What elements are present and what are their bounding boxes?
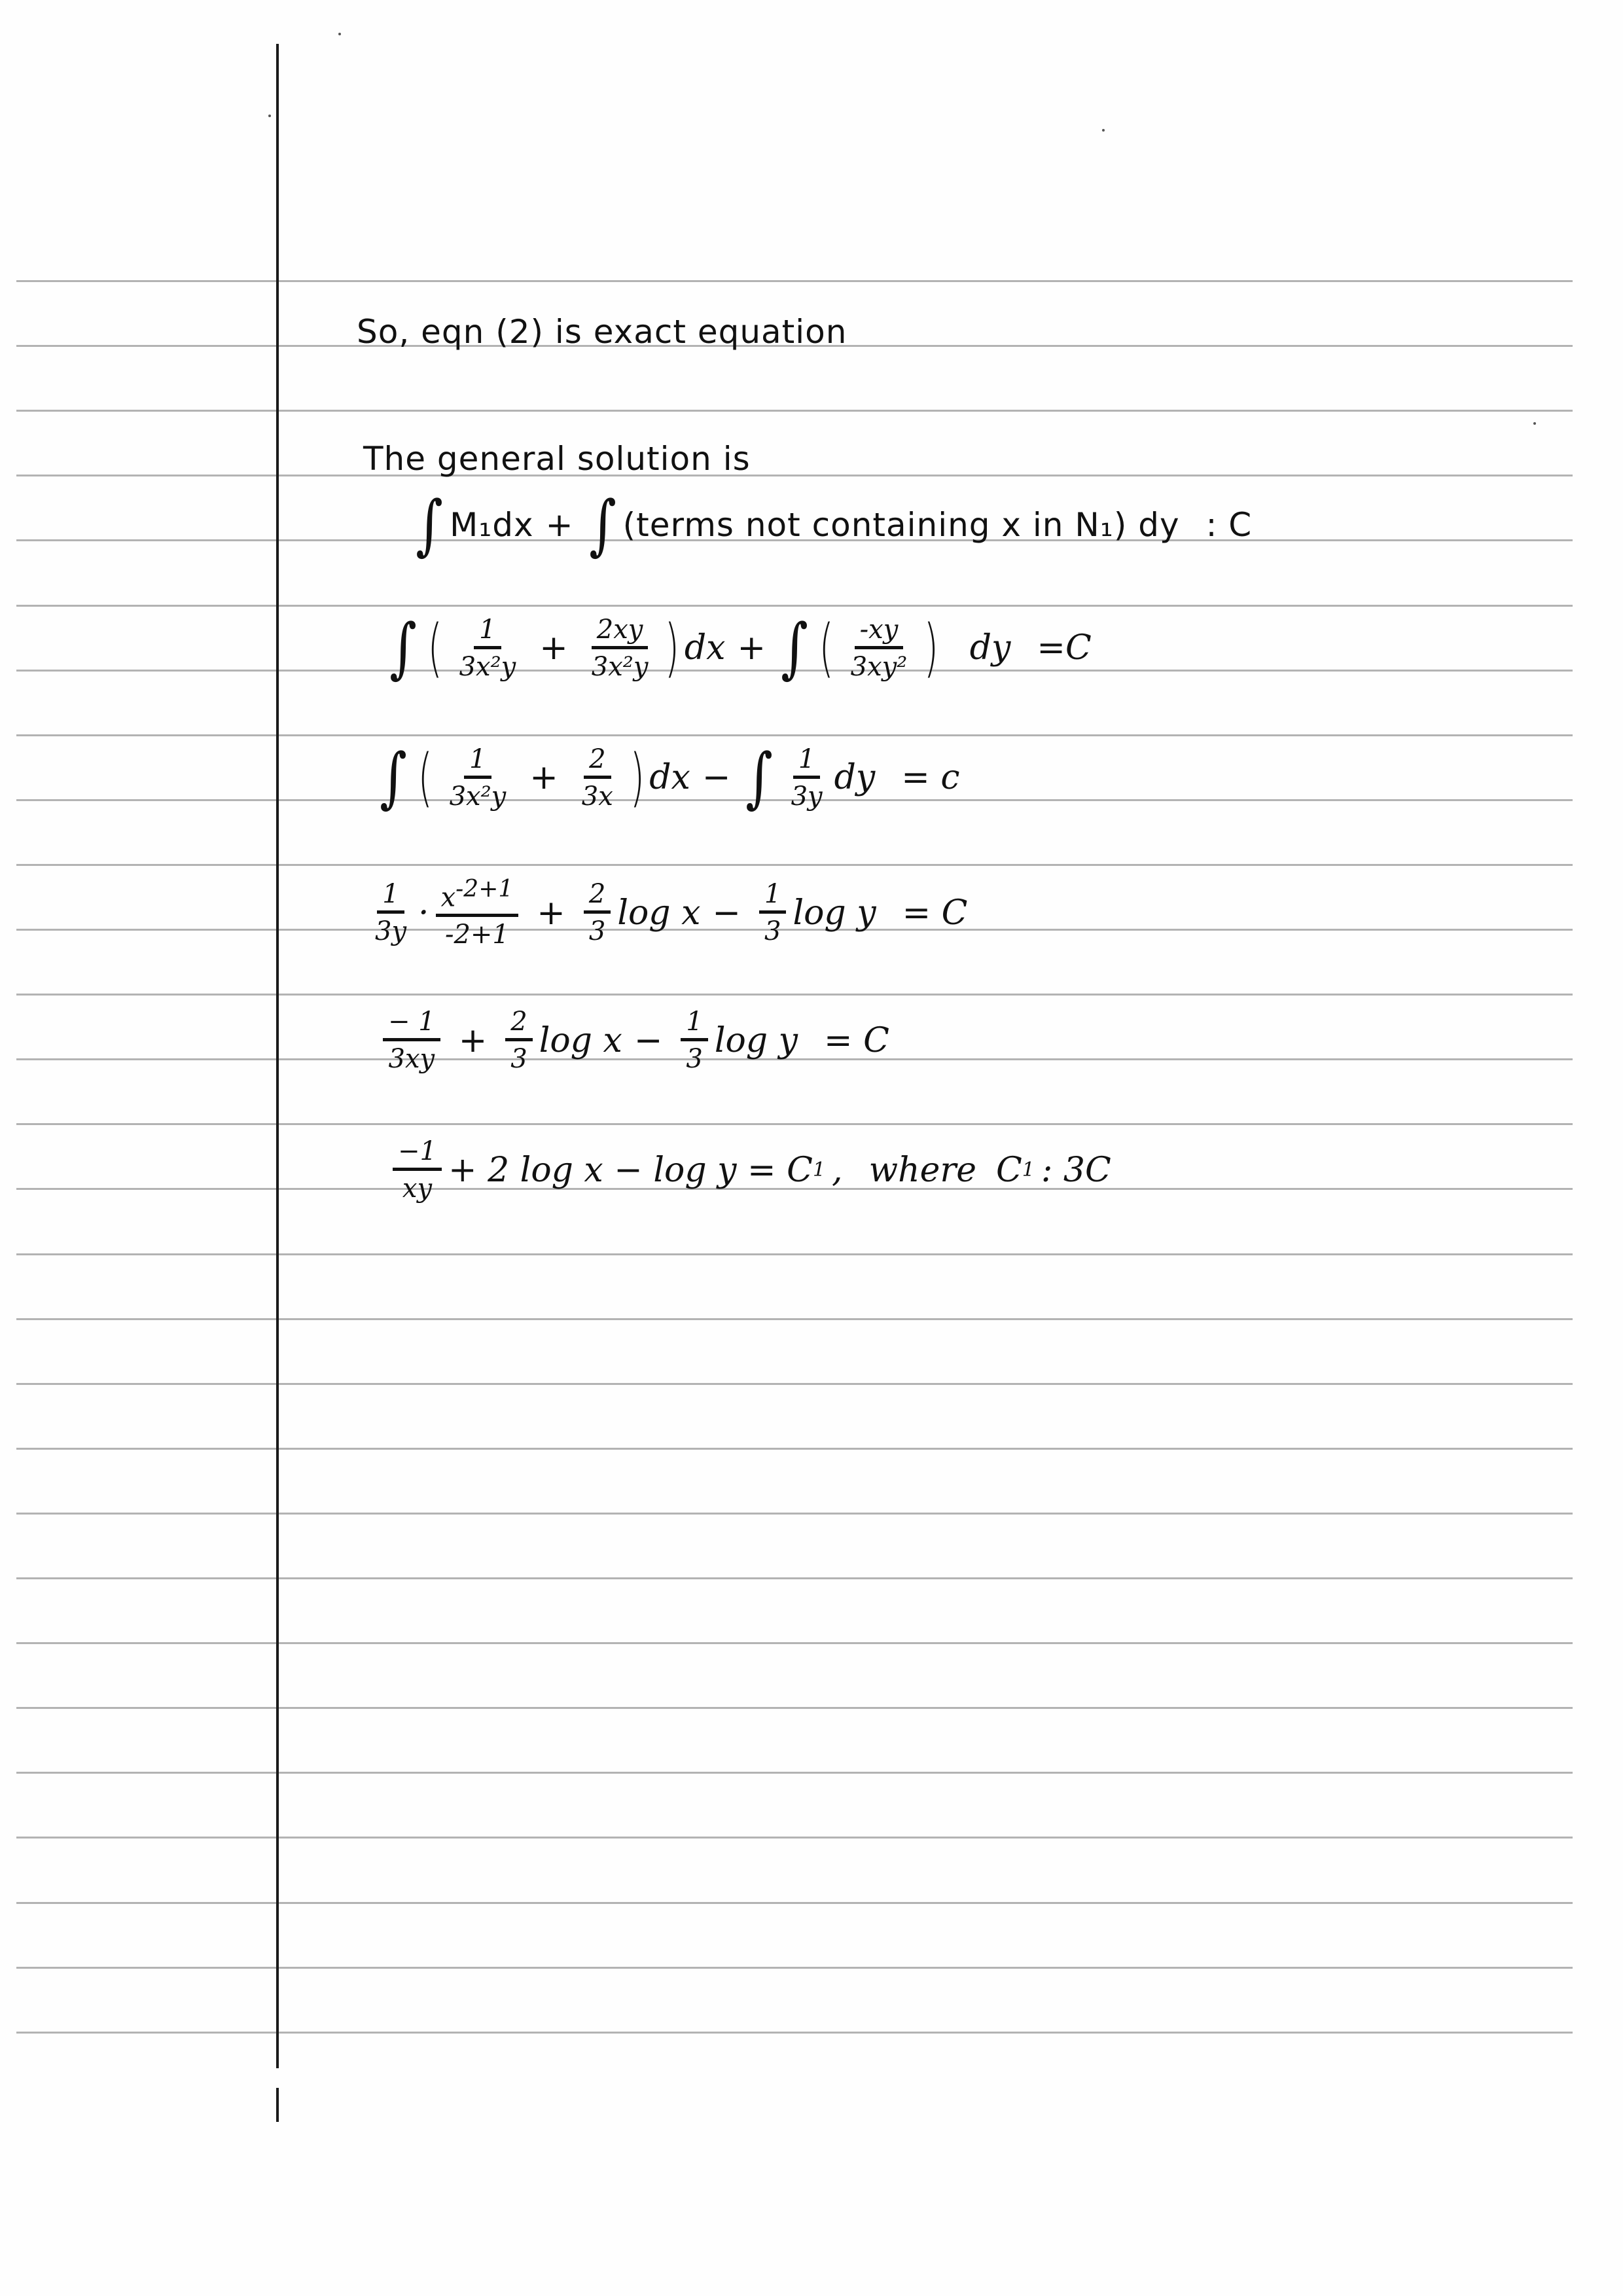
statement-exact-equation [357,313,847,351]
fraction: $\frac{1}{3}$ [681,1008,707,1073]
open-paren: ( [418,741,433,814]
ruled-line [16,410,1573,412]
general-solution-heading [363,440,751,478]
integral-sign: ∫ [588,486,617,563]
close-paren: ) [630,741,645,814]
c1-subscript: 1 [1022,1158,1035,1181]
margin-line [276,44,279,2068]
plus: + [539,628,568,668]
equals-c: = C [902,893,968,933]
plus: + [529,758,558,797]
margin-line-segment [276,2088,279,2122]
fraction: $\frac{1}{3}$ [759,880,786,945]
minus: − [702,758,731,797]
final-solution [386,1138,1111,1202]
fraction: $\frac{1}{\text{3x²y}}$ [449,744,507,812]
equals-c: = c [901,758,960,797]
equals-c: =C [1037,628,1092,668]
fraction: $\frac{-xy}{\text{3xy²}}$ [850,614,908,682]
fraction: $\frac{2xy}{\text{3x²y}}$ [591,614,649,682]
log-x: log x [617,893,701,933]
ruled-line [16,2032,1573,2034]
dx: dx [684,628,726,668]
fraction: $\frac{2}{3}$ [505,1008,532,1073]
integral-sign: ∫ [745,739,774,816]
equation-step-1 [386,609,1092,686]
dot: · [418,893,429,933]
comma: , [832,1150,843,1190]
ruled-line [16,864,1573,866]
ruled-line [16,1902,1573,1904]
text: So, eqn (2) is exact equation [357,313,847,351]
ruled-line [16,280,1573,282]
integral-sign: ∫ [781,609,808,686]
ruled-line [16,1772,1573,1774]
ruled-line [16,1642,1573,1644]
minus: − [712,893,741,933]
open-paren: ( [427,611,443,685]
paper-speck [1533,422,1536,425]
paper-speck [338,33,341,35]
equation-step-4 [376,1008,889,1073]
fraction: $\frac{1}{3y}$ [375,879,407,947]
ruled-line [16,475,1573,476]
constant-c1: C [995,1150,1022,1190]
fraction: $\frac{1}{3y}$ [791,744,823,812]
dx: dx [649,758,690,797]
ruled-line [16,1448,1573,1450]
dy: dy [969,628,1011,668]
equation-step-2 [376,739,960,816]
close-paren: ) [664,611,680,685]
integral-sign: ∫ [416,486,444,563]
plus: + [545,506,574,544]
plus: + [537,893,565,933]
ruled-line [16,1318,1573,1320]
ruled-line [16,1253,1573,1255]
fraction: $\frac{1}{\text{3x²y}}$ [459,614,516,682]
integral-sign: ∫ [389,609,417,686]
minus: − [633,1020,663,1060]
ruled-line [16,1837,1573,1839]
equals-c: : C [1205,506,1253,544]
ruled-line [16,605,1573,607]
general-solution-formula [412,486,1253,563]
fraction: $\frac{2}{3}$ [584,880,611,945]
ruled-line [16,1707,1573,1709]
open-paren: ( [819,611,834,685]
close-paren: ) [923,611,939,685]
ruled-line [16,1967,1573,1969]
equation-step-3 [363,877,967,948]
ruled-line [16,1513,1573,1515]
paper-speck [1102,129,1105,132]
plus: + [458,1020,488,1060]
ruled-line [16,1383,1573,1385]
fraction: $\frac{-1}{xy}$ [393,1138,442,1202]
log-y: log y [714,1020,798,1060]
paper-speck [268,115,271,117]
equals-c: = C [823,1020,889,1060]
ruled-line [16,1577,1573,1579]
dy: dy [834,758,876,797]
text: The general solution is [363,440,751,478]
terms-text: (terms not containing x in N₁) dy [622,506,1180,544]
fraction: $\frac{2}{3x}$ [581,744,613,812]
fraction: $\frac{x-2+1}{-2+1}$ [436,877,519,948]
ruled-line [16,1123,1573,1125]
log-x: log x [539,1020,622,1060]
log-y: log y [793,893,876,933]
m1-dx: M₁dx [450,506,534,544]
c-subscript: 1 [812,1158,826,1181]
integral-sign: ∫ [380,739,407,816]
ruled-line [16,994,1573,996]
plus: + [737,628,766,668]
c1-value: : 3C [1041,1150,1111,1190]
fraction: $\frac{- 1}{3xy}$ [383,1008,440,1073]
ruled-line [16,734,1573,736]
solution-terms: + 2 log x − log y = C [448,1150,813,1190]
where-label: where [868,1150,976,1190]
